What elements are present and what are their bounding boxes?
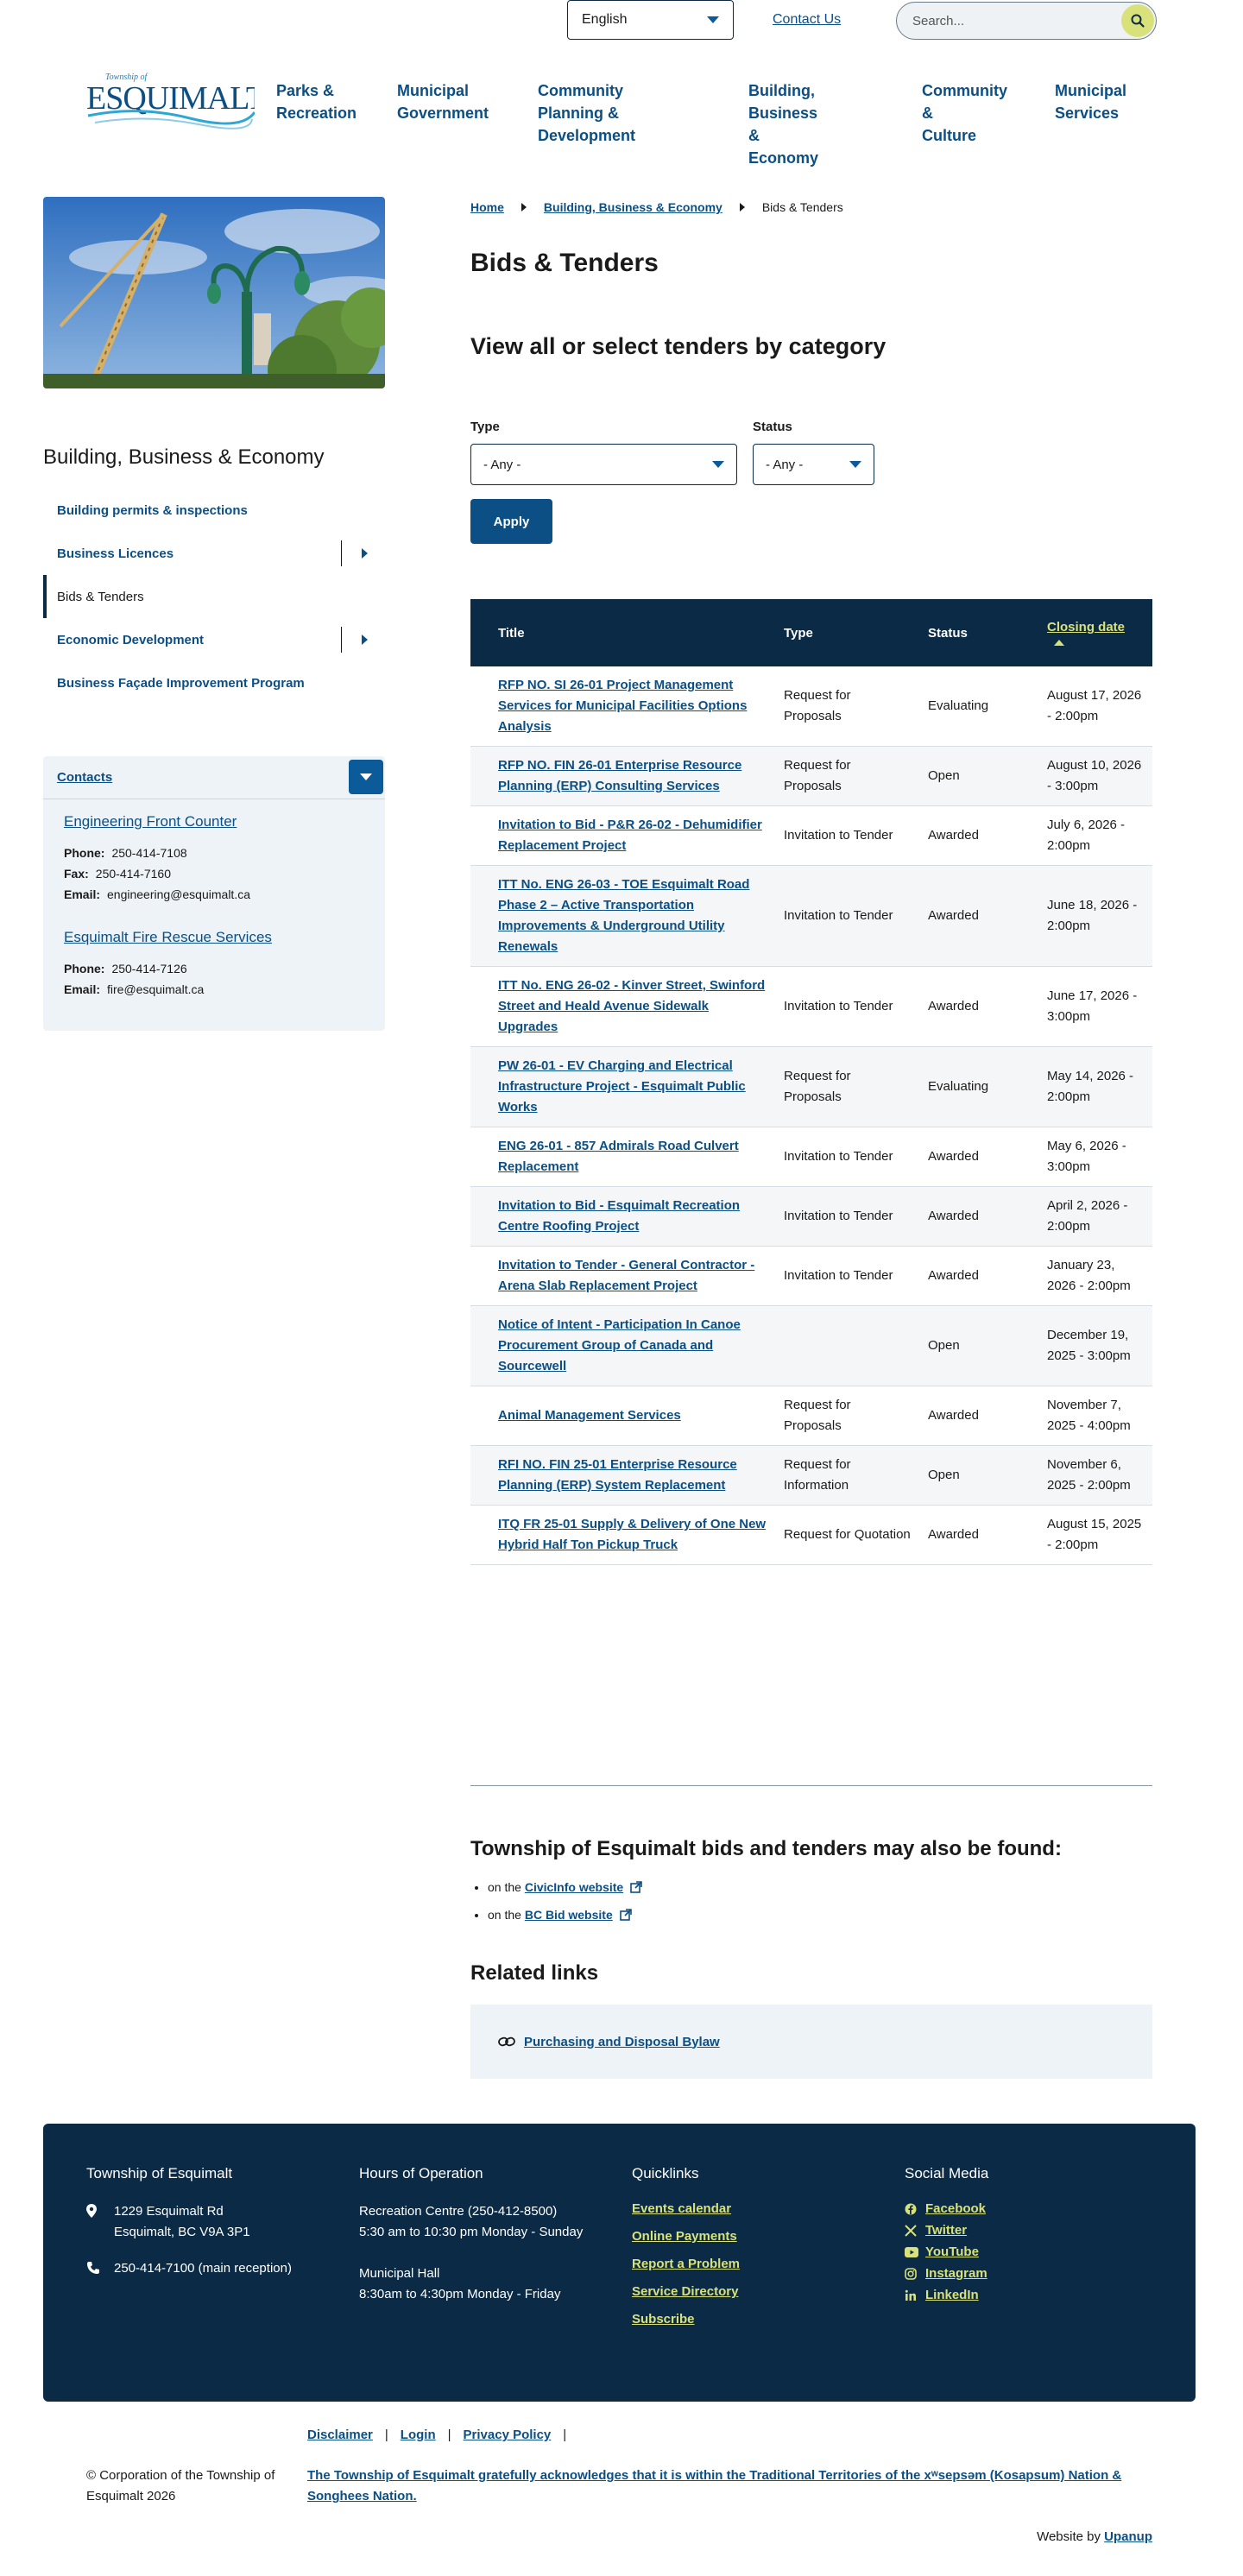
site-credit	[1037, 2529, 1152, 2544]
sidebar-item-label: Business Façade Improvement Program	[57, 675, 305, 691]
status-filter-value: - Any -	[766, 457, 804, 472]
social-link-linkedin[interactable]	[905, 2288, 1164, 2302]
linkedin-icon	[905, 2289, 925, 2301]
cell-type: Invitation to Tender	[775, 866, 919, 967]
cell-closing-date: August 10, 2026 - 3:00pm	[1038, 747, 1152, 806]
cell-type: Request for Proposals	[775, 1386, 919, 1446]
cell-status: Evaluating	[919, 666, 1038, 747]
link-icon	[498, 2036, 515, 2048]
cell-closing-date: June 18, 2026 - 2:00pm	[1038, 866, 1152, 967]
cell-status: Open	[919, 1306, 1038, 1386]
cell-type: Invitation to Tender	[775, 1187, 919, 1247]
email-label: Email:	[64, 887, 101, 901]
table-row	[470, 747, 1152, 806]
svg-text:ESQUIMALT: ESQUIMALT	[86, 80, 255, 117]
language-select[interactable]	[567, 0, 734, 40]
contact-email	[64, 979, 364, 1000]
chevron-right-icon[interactable]	[362, 548, 368, 559]
contact-name-link[interactable]: Engineering Front Counter	[64, 813, 237, 830]
esquimalt-logo	[86, 71, 255, 131]
sidebar-item-bids-tenders[interactable]	[43, 575, 385, 618]
tender-title-link[interactable]: RFI NO. FIN 25-01 Enterprise Resource Planning (ERP) System Replacement	[498, 1457, 737, 1493]
cell-type: Request for Proposals	[775, 666, 919, 747]
quicklink-subscribe[interactable]: Subscribe	[632, 2312, 695, 2327]
chevron-right-icon	[521, 203, 527, 212]
sidebar-item-label: Bids & Tenders	[57, 589, 144, 604]
footer-col-quicklinks	[632, 2165, 891, 2339]
table-row	[470, 1047, 1152, 1127]
footer-address	[86, 2201, 345, 2243]
separator: |	[384, 2428, 388, 2442]
footer-heading: Hours of Operation	[359, 2165, 483, 2181]
email-label: Email:	[64, 982, 101, 996]
divider	[470, 1785, 1152, 1786]
tender-title-link[interactable]: RFP NO. FIN 26-01 Enterprise Resource Planning (ERP) Consulting Services	[498, 758, 742, 793]
nav-item-line: Economy	[748, 149, 819, 167]
nav-item-line: Community &	[922, 82, 1007, 122]
footer-phone	[86, 2258, 345, 2279]
cell-closing-date: May 14, 2026 - 2:00pm	[1038, 1047, 1152, 1127]
separator: |	[447, 2428, 451, 2442]
divider	[341, 540, 342, 566]
sidebar-title: Building, Business & Economy	[43, 445, 325, 469]
cell-status: Awarded	[919, 1127, 1038, 1187]
cell-title	[470, 1187, 775, 1247]
type-filter-value: - Any -	[483, 457, 521, 472]
related-links-panel	[470, 2005, 1152, 2079]
purchasing-bylaw-link[interactable]: Purchasing and Disposal Bylaw	[524, 2034, 720, 2049]
cell-closing-date: June 17, 2026 - 3:00pm	[1038, 967, 1152, 1047]
list-item-prefix: on the	[488, 1908, 525, 1922]
chevron-right-icon	[740, 203, 745, 212]
cell-type: Invitation to Tender	[775, 967, 919, 1047]
nav-item-line: Development	[538, 127, 636, 144]
phone-label: Phone:	[64, 846, 105, 860]
nav-item-community-planning[interactable]	[538, 79, 635, 147]
footer-col-contact	[86, 2165, 345, 2295]
contact-us-link[interactable]: Contact Us	[773, 12, 842, 27]
list-item	[488, 1873, 642, 1901]
nav-item-line: Building, Business &	[748, 82, 818, 144]
cell-title	[470, 1506, 775, 1565]
cell-status: Awarded	[919, 806, 1038, 866]
contacts-collapse-button[interactable]	[349, 760, 383, 794]
quicklink-report-problem[interactable]: Report a Problem	[632, 2257, 741, 2271]
contact-phone	[64, 958, 364, 979]
sort-ascending-icon	[1054, 640, 1064, 646]
chevron-down-icon	[360, 773, 372, 780]
breadcrumb-section[interactable]: Building, Business & Economy	[543, 200, 722, 214]
legal-links	[307, 2428, 578, 2442]
social-link-label: Twitter	[925, 2223, 968, 2238]
chevron-right-icon[interactable]	[362, 635, 368, 645]
footer-heading: Township of Esquimalt	[86, 2165, 233, 2181]
sidebar-item-label: Economic Development	[57, 632, 205, 647]
cell-type	[775, 1306, 919, 1386]
instagram-icon	[905, 2268, 925, 2280]
cell-status: Awarded	[919, 967, 1038, 1047]
nav-item-line: Parks &	[276, 82, 335, 99]
tender-title-link[interactable]: ITT No. ENG 26-03 - TOE Esquimalt Road Phase 2 – Active Transportation Improvements & Underground Utility Renewals	[498, 877, 750, 954]
chevron-down-icon	[707, 16, 719, 23]
social-link-youtube[interactable]	[905, 2245, 1164, 2259]
footer-heading: Social Media	[905, 2165, 989, 2181]
footer-col-hours	[359, 2165, 618, 2305]
cell-type: Request for Proposals	[775, 1047, 919, 1127]
tender-title-link[interactable]: Invitation to Bid - Esquimalt Recreation Centre Roofing Project	[498, 1198, 741, 1234]
phone-icon	[86, 2258, 114, 2279]
tenders-table	[470, 599, 1152, 1565]
section-hero-image	[43, 197, 385, 388]
contact-name	[64, 929, 364, 946]
cell-status: Awarded	[919, 1247, 1038, 1306]
table-row	[470, 1386, 1152, 1446]
search-button[interactable]	[1121, 4, 1154, 37]
table-row	[470, 1247, 1152, 1306]
cell-closing-date: November 7, 2025 - 4:00pm	[1038, 1386, 1152, 1446]
cell-closing-date: July 6, 2026 - 2:00pm	[1038, 806, 1152, 866]
nav-item-line: Community Planning &	[538, 82, 623, 122]
chevron-down-icon	[712, 461, 724, 468]
phone-value: 250-414-7126	[111, 962, 187, 975]
land-acknowledgement	[307, 2466, 1153, 2507]
address-line: Esquimalt, BC V9A 3P1	[114, 2225, 250, 2239]
contact-card	[43, 905, 385, 1000]
sidebar-item-facade-program[interactable]	[43, 661, 385, 704]
crane-photo	[43, 197, 385, 388]
tender-title-link[interactable]: Animal Management Services	[498, 1408, 681, 1423]
social-link-instagram[interactable]	[905, 2266, 1164, 2281]
cell-title	[470, 666, 775, 747]
social-link-label: LinkedIn	[925, 2288, 979, 2302]
social-link-twitter[interactable]	[905, 2223, 1164, 2238]
cell-status: Awarded	[919, 1386, 1038, 1446]
breadcrumb-current: Bids & Tenders	[761, 200, 843, 214]
cell-title	[470, 1247, 775, 1306]
sidebar-item-label: Building permits & inspections	[57, 502, 248, 518]
tender-title-link[interactable]: PW 26-01 - EV Charging and Electrical Infrastructure Project - Esquimalt Public Works	[498, 1058, 746, 1114]
nav-item-municipal-government[interactable]	[397, 79, 489, 124]
search-icon	[1131, 14, 1145, 28]
cell-closing-date: November 6, 2025 - 2:00pm	[1038, 1446, 1152, 1506]
cell-closing-date: August 15, 2025 - 2:00pm	[1038, 1506, 1152, 1565]
cell-closing-date: April 2, 2026 - 2:00pm	[1038, 1187, 1152, 1247]
tender-title-link[interactable]: Invitation to Bid - P&R 26-02 - Dehumidifier Replacement Project	[498, 818, 762, 853]
upanup-link[interactable]: Upanup	[1104, 2529, 1152, 2544]
also-found-list	[488, 1873, 642, 1929]
tender-title-link[interactable]: ITQ FR 25-01 Supply & Delivery of One New Hybrid Half Ton Pickup Truck	[498, 1517, 767, 1552]
cell-status: Open	[919, 1446, 1038, 1506]
page-title: Bids & Tenders	[470, 249, 659, 277]
credit-prefix: Website by	[1037, 2529, 1105, 2544]
cell-title	[470, 967, 775, 1047]
contact-email	[64, 884, 364, 905]
column-header-closing[interactable]	[1038, 599, 1152, 666]
cell-title	[470, 1127, 775, 1187]
tender-title-link[interactable]: Invitation to Tender - General Contractor - Arena Slab Replacement Project	[498, 1258, 755, 1293]
nav-item-parks-recreation[interactable]	[276, 79, 356, 124]
cell-title	[470, 866, 775, 967]
footer-heading: Quicklinks	[632, 2165, 699, 2181]
closing-date-sort-link[interactable]: Closing date	[1047, 620, 1126, 635]
nav-item-community-culture[interactable]	[922, 79, 1007, 147]
cell-title	[470, 806, 775, 866]
email-value[interactable]: engineering@esquimalt.ca	[107, 887, 250, 901]
nav-item-line: Culture	[922, 127, 976, 144]
utility-bar	[0, 0, 1243, 43]
social-link-label: Instagram	[925, 2266, 987, 2281]
land-acknowledgement-link[interactable]: The Township of Esquimalt gratefully acknowledges that it is within the Traditional Territories of the xʷsepsəm (Kosapsum) Nation & Songhees Nation.	[307, 2468, 1122, 2503]
cell-closing-date: May 6, 2026 - 3:00pm	[1038, 1127, 1152, 1187]
cell-status: Awarded	[919, 866, 1038, 967]
site-logo[interactable]	[86, 71, 255, 131]
cell-status: Awarded	[919, 1506, 1038, 1565]
table-row	[470, 1306, 1152, 1386]
map-pin-icon	[86, 2201, 114, 2243]
bc-bid-link[interactable]: BC Bid website	[524, 1908, 613, 1922]
quicklink-online-payments[interactable]: Online Payments	[632, 2229, 737, 2244]
nav-item-line: Municipal	[1055, 82, 1127, 99]
cell-type: Request for Information	[775, 1446, 919, 1506]
contact-name-link[interactable]: Esquimalt Fire Rescue Services	[64, 929, 272, 945]
fax-value: 250-414-7160	[95, 867, 171, 881]
phone-value: 250-414-7108	[111, 846, 187, 860]
tender-title-link[interactable]: ITT No. ENG 26-02 - Kinver Street, Swinford Street and Heald Avenue Sidewalk Upgrades	[498, 978, 766, 1034]
chevron-down-icon	[849, 461, 861, 468]
quicklink-service-directory[interactable]: Service Directory	[632, 2284, 739, 2299]
search-input[interactable]	[912, 14, 1102, 28]
login-link[interactable]: Login	[400, 2428, 436, 2442]
site-footer	[43, 2124, 1196, 2402]
cell-type: Request for Quotation	[775, 1506, 919, 1565]
type-filter-select[interactable]	[470, 444, 737, 485]
contact-fax	[64, 863, 364, 884]
sidebar-item-business-licences[interactable]	[43, 532, 385, 575]
x-twitter-icon	[905, 2225, 925, 2237]
nav-item-line: Services	[1055, 104, 1120, 122]
sidebar-item-economic-development[interactable]	[43, 618, 385, 661]
disclaimer-link[interactable]: Disclaimer	[307, 2428, 373, 2442]
svg-text:Township of: Township of	[105, 73, 148, 82]
nav-item-building-business[interactable]	[748, 79, 818, 169]
table-row	[470, 967, 1152, 1047]
nav-item-line: Government	[397, 104, 489, 122]
youtube-icon	[905, 2247, 925, 2257]
phone-label: Phone:	[64, 962, 105, 975]
hours-line: 5:30 am to 10:30 pm Monday - Sunday	[359, 2225, 584, 2239]
sidebar-item-label: Business Licences	[57, 546, 174, 561]
footer-col-social	[905, 2165, 1164, 2309]
breadcrumb-home[interactable]: Home	[470, 200, 504, 214]
contacts-panel	[43, 756, 385, 1031]
column-header-title: Title	[470, 599, 775, 666]
filter-heading: View all or select tenders by category	[470, 333, 887, 359]
divider	[341, 627, 342, 653]
external-link-icon	[630, 1881, 642, 1893]
related-links-heading: Related links	[470, 1961, 599, 1985]
external-link-icon	[620, 1909, 632, 1921]
hours-line: 8:30am to 4:30pm Monday - Friday	[359, 2287, 561, 2301]
cell-status: Evaluating	[919, 1047, 1038, 1127]
column-header-status: Status	[919, 599, 1038, 666]
email-value[interactable]: fire@esquimalt.ca	[107, 982, 205, 996]
social-link-label: YouTube	[925, 2245, 979, 2259]
cell-type: Invitation to Tender	[775, 1127, 919, 1187]
table-row	[470, 1127, 1152, 1187]
tender-title-link[interactable]: ENG 26-01 - 857 Admirals Road Culvert Replacement	[498, 1139, 739, 1174]
privacy-policy-link[interactable]: Privacy Policy	[463, 2428, 552, 2442]
table-row	[470, 866, 1152, 967]
tender-title-link[interactable]: RFP NO. SI 26-01 Project Management Services for Municipal Facilities Options Analysis	[498, 678, 748, 734]
contact-card	[43, 799, 385, 905]
status-filter-label: Status	[753, 420, 792, 434]
breadcrumb	[470, 200, 843, 214]
quicklink-events-calendar[interactable]: Events calendar	[632, 2201, 732, 2216]
cell-title	[470, 1386, 775, 1446]
sidebar-item-building-permits[interactable]	[43, 489, 385, 532]
nav-item-line: Recreation	[276, 104, 357, 122]
hours-line: Recreation Centre (250-412-8500)	[359, 2204, 558, 2219]
social-link-facebook[interactable]	[905, 2201, 1164, 2216]
cell-title	[470, 1306, 775, 1386]
table-row	[470, 1187, 1152, 1247]
cell-closing-date: January 23, 2026 - 2:00pm	[1038, 1247, 1152, 1306]
facebook-icon	[905, 2203, 925, 2215]
sidebar-nav	[43, 489, 385, 704]
cell-status: Awarded	[919, 1187, 1038, 1247]
contacts-header	[43, 756, 385, 799]
cell-type: Invitation to Tender	[775, 806, 919, 866]
nav-item-line: Municipal	[397, 82, 470, 99]
cell-closing-date: August 17, 2026 - 2:00pm	[1038, 666, 1152, 747]
phone-value[interactable]: 250-414-7100 (main reception)	[114, 2261, 292, 2276]
tender-title-link[interactable]: Notice of Intent - Participation In Canoe Procurement Group of Canada and Sourcewell	[498, 1317, 741, 1373]
cell-title	[470, 747, 775, 806]
also-found-heading: Township of Esquimalt bids and tenders may also be found:	[470, 1837, 1062, 1860]
table-row	[470, 806, 1152, 866]
civicinfo-link[interactable]: CivicInfo website	[524, 1880, 624, 1894]
address-line: 1229 Esquimalt Rd	[114, 2204, 224, 2219]
table-header-row	[470, 599, 1152, 666]
hours-line: Municipal Hall	[359, 2266, 440, 2281]
separator: |	[563, 2428, 567, 2442]
cell-title	[470, 1446, 775, 1506]
copyright-text: © Corporation of the Township of Esquimalt 2026	[86, 2468, 275, 2503]
table-row	[470, 666, 1152, 747]
type-filter-label: Type	[470, 420, 500, 434]
search-box	[896, 2, 1157, 40]
status-filter-select[interactable]	[753, 444, 874, 485]
apply-button[interactable]: Apply	[470, 499, 552, 544]
contacts-toggle-link[interactable]: Contacts	[57, 770, 113, 785]
cell-type: Request for Proposals	[775, 747, 919, 806]
cell-type: Invitation to Tender	[775, 1247, 919, 1306]
table-row	[470, 1506, 1152, 1565]
social-link-label: Facebook	[925, 2201, 987, 2216]
contact-phone	[64, 843, 364, 863]
list-item-prefix: on the	[488, 1880, 525, 1894]
nav-item-municipal-services[interactable]	[1055, 79, 1126, 124]
language-select-value: English	[582, 12, 628, 27]
cell-closing-date: December 19, 2025 - 3:00pm	[1038, 1306, 1152, 1386]
column-header-type: Type	[775, 599, 919, 666]
list-item	[488, 1901, 642, 1929]
cell-status: Open	[919, 747, 1038, 806]
table-row	[470, 1446, 1152, 1506]
contact-name	[64, 813, 364, 830]
cell-title	[470, 1047, 775, 1127]
fax-label: Fax:	[64, 867, 89, 881]
